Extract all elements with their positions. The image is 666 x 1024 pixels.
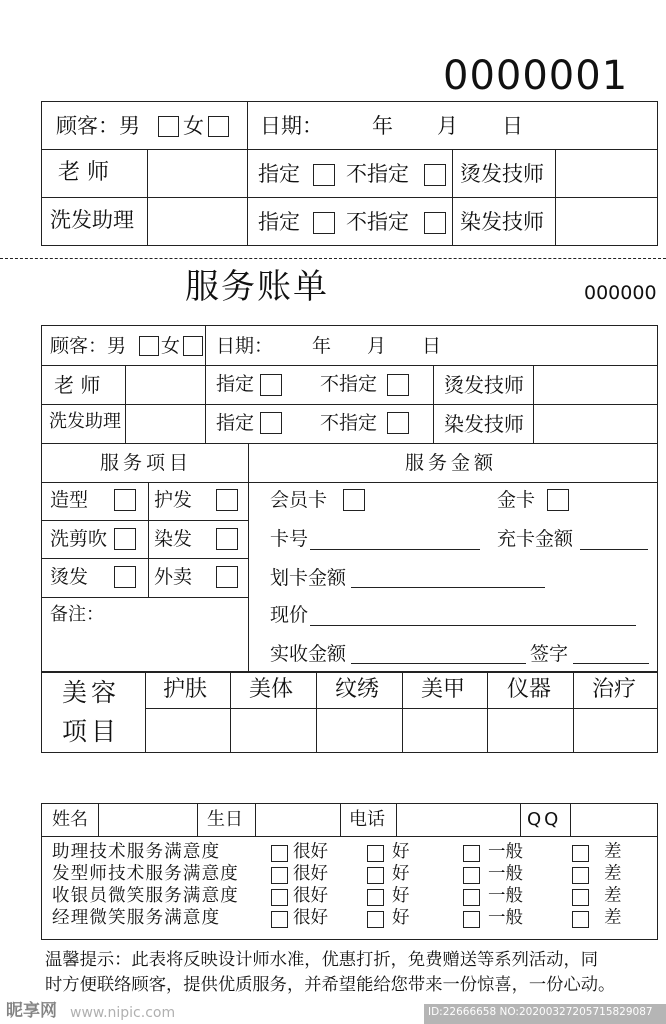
survey-option-label: 差 bbox=[604, 864, 622, 884]
signature-field[interactable] bbox=[573, 663, 649, 664]
top-year-label: 年 bbox=[372, 114, 393, 138]
service-perm-label: 烫发 bbox=[50, 566, 89, 588]
survey-option-checkbox[interactable] bbox=[572, 867, 589, 884]
service-dye-label: 染发 bbox=[154, 528, 193, 550]
card-number-label: 卡号 bbox=[270, 528, 309, 550]
survey-option-label: 很好 bbox=[293, 908, 328, 928]
top-male-checkbox[interactable] bbox=[158, 116, 179, 137]
mid-designated-label: 指定 bbox=[216, 373, 255, 395]
watermark-id: ID:22666658 NO:20200327205715829087 bbox=[428, 1006, 653, 1018]
mid-teacher-label: 老 师 bbox=[54, 373, 101, 397]
survey-option-label: 一般 bbox=[488, 886, 523, 906]
top-month-label: 月 bbox=[437, 114, 458, 138]
member-card-checkbox[interactable] bbox=[343, 489, 365, 511]
service-takeout-checkbox[interactable] bbox=[216, 566, 238, 588]
service-washcut-checkbox[interactable] bbox=[114, 528, 136, 550]
top-not-designated-checkbox[interactable] bbox=[424, 164, 446, 186]
tip-line-1: 温馨提示：此表将反映设计师水准，优惠打折，免费赠送等系列活动，同 bbox=[45, 950, 599, 970]
survey-option-label: 好 bbox=[392, 886, 410, 906]
top-not-designated-label-2: 不指定 bbox=[346, 210, 409, 234]
mid-not-designated-checkbox[interactable] bbox=[387, 374, 409, 396]
service-washcut-label: 洗剪吹 bbox=[50, 528, 108, 550]
received-field[interactable] bbox=[351, 663, 526, 664]
mid-month-label: 月 bbox=[367, 335, 387, 357]
service-takeout-label: 外卖 bbox=[154, 566, 193, 588]
watermark-url: www.nipic.com bbox=[70, 1005, 176, 1021]
mid-designated-checkbox-2[interactable] bbox=[260, 412, 282, 434]
survey-question-label: 助理技术服务满意度 bbox=[52, 842, 221, 862]
survey-question-label: 经理微笑服务满意度 bbox=[52, 908, 221, 928]
survey-option-label: 好 bbox=[392, 908, 410, 928]
survey-option-checkbox[interactable] bbox=[463, 845, 480, 862]
recharge-label: 充卡金额 bbox=[497, 528, 574, 550]
survey-option-label: 差 bbox=[604, 908, 622, 928]
survey-option-checkbox[interactable] bbox=[271, 845, 288, 862]
recharge-field[interactable] bbox=[580, 549, 648, 550]
survey-phone-label: 电话 bbox=[349, 809, 385, 830]
survey-option-checkbox[interactable] bbox=[271, 911, 288, 928]
beauty-item-instrument: 仪器 bbox=[507, 677, 552, 702]
top-dye-tech-label: 染发技师 bbox=[460, 210, 544, 234]
beauty-item-skincare: 护肤 bbox=[163, 677, 208, 702]
top-designated-label: 指定 bbox=[258, 162, 300, 186]
mid-perm-tech-label: 烫发技师 bbox=[444, 373, 524, 397]
top-teacher-label: 老 师 bbox=[58, 160, 109, 185]
watermark-strip bbox=[0, 1002, 666, 1024]
service-care-checkbox[interactable] bbox=[216, 489, 238, 511]
survey-option-label: 一般 bbox=[488, 864, 523, 884]
beauty-item-treatment: 治疗 bbox=[592, 677, 637, 702]
service-styling-label: 造型 bbox=[50, 489, 89, 511]
cash-field[interactable] bbox=[310, 625, 636, 626]
survey-option-label: 很好 bbox=[293, 886, 328, 906]
beauty-label-line1: 美容 bbox=[62, 678, 121, 707]
service-perm-checkbox[interactable] bbox=[114, 566, 136, 588]
serial-number-top: 0000001 bbox=[443, 53, 629, 99]
gold-card-checkbox[interactable] bbox=[547, 489, 569, 511]
top-not-designated-label: 不指定 bbox=[346, 162, 409, 186]
service-items-header: 服务项目 bbox=[100, 452, 193, 474]
signature-label: 签字 bbox=[530, 643, 569, 665]
survey-option-label: 很好 bbox=[293, 864, 328, 884]
survey-option-checkbox[interactable] bbox=[463, 867, 480, 884]
top-female-checkbox[interactable] bbox=[208, 116, 229, 137]
mid-year-label: 年 bbox=[312, 335, 332, 357]
tip-line-2: 时方便联络顾客，提供优质服务，并希望能给您带来一份惊喜，一份心动。 bbox=[45, 975, 616, 995]
survey-option-label: 好 bbox=[392, 864, 410, 884]
top-assistant-label: 洗发助理 bbox=[50, 208, 134, 232]
mid-not-designated-checkbox-2[interactable] bbox=[387, 412, 409, 434]
survey-qq-label: QQ bbox=[527, 809, 562, 830]
top-female-label: 女 bbox=[183, 114, 204, 138]
bill-title: 服务账单 bbox=[185, 267, 329, 307]
top-day-label: 日 bbox=[502, 114, 523, 138]
serial-number-mid: 000000 bbox=[584, 282, 657, 304]
mid-female-label: 女 bbox=[161, 335, 181, 357]
survey-option-label: 很好 bbox=[293, 842, 328, 862]
tear-line bbox=[0, 258, 666, 259]
mid-female-checkbox[interactable] bbox=[183, 336, 203, 356]
survey-option-checkbox[interactable] bbox=[463, 911, 480, 928]
survey-option-checkbox[interactable] bbox=[572, 845, 589, 862]
survey-option-label: 好 bbox=[392, 842, 410, 862]
survey-birthday-label: 生日 bbox=[207, 809, 243, 830]
top-designated-checkbox[interactable] bbox=[313, 164, 335, 186]
survey-question-label: 发型师技术服务满意度 bbox=[52, 864, 239, 884]
survey-name-label: 姓名 bbox=[52, 809, 88, 830]
received-label: 实收金额 bbox=[270, 643, 347, 665]
mid-designated-label-2: 指定 bbox=[216, 412, 255, 434]
mid-date-label: 日期： bbox=[216, 335, 274, 357]
service-care-label: 护发 bbox=[154, 489, 193, 511]
remark-label: 备注： bbox=[50, 604, 104, 625]
mid-customer-label: 顾客：男 bbox=[50, 335, 127, 357]
top-customer-label: 顾客：男 bbox=[56, 114, 140, 138]
top-designated-checkbox-2[interactable] bbox=[313, 212, 335, 234]
cash-label: 现价 bbox=[270, 604, 309, 626]
survey-option-checkbox[interactable] bbox=[367, 889, 384, 906]
survey-option-label: 差 bbox=[604, 842, 622, 862]
service-styling-checkbox[interactable] bbox=[114, 489, 136, 511]
mid-dye-tech-label: 染发技师 bbox=[444, 412, 524, 436]
survey-option-checkbox[interactable] bbox=[271, 889, 288, 906]
survey-option-label: 一般 bbox=[488, 908, 523, 928]
gold-card-label: 金卡 bbox=[497, 489, 536, 511]
beauty-item-body: 美体 bbox=[249, 677, 294, 702]
survey-option-checkbox[interactable] bbox=[367, 867, 384, 884]
survey-option-checkbox[interactable] bbox=[572, 911, 589, 928]
survey-option-checkbox[interactable] bbox=[271, 867, 288, 884]
beauty-item-nails: 美甲 bbox=[421, 677, 466, 702]
top-date-label: 日期： bbox=[260, 114, 323, 138]
beauty-item-tattoo: 纹绣 bbox=[335, 677, 380, 702]
service-amount-header: 服务金额 bbox=[405, 452, 498, 474]
member-card-label: 会员卡 bbox=[270, 489, 328, 511]
deduct-label: 划卡金额 bbox=[270, 567, 347, 589]
top-designated-label-2: 指定 bbox=[258, 210, 300, 234]
top-not-designated-checkbox-2[interactable] bbox=[424, 212, 446, 234]
mid-day-label: 日 bbox=[422, 335, 442, 357]
survey-option-checkbox[interactable] bbox=[463, 889, 480, 906]
survey-option-checkbox[interactable] bbox=[367, 845, 384, 862]
deduct-field[interactable] bbox=[351, 587, 545, 588]
watermark-logo: 昵享网 bbox=[6, 1001, 57, 1021]
survey-option-checkbox[interactable] bbox=[572, 889, 589, 906]
survey-option-checkbox[interactable] bbox=[367, 911, 384, 928]
mid-male-checkbox[interactable] bbox=[139, 336, 159, 356]
mid-assistant-label: 洗发助理 bbox=[49, 411, 121, 432]
card-number-field[interactable] bbox=[310, 549, 480, 550]
mid-not-designated-label-2: 不指定 bbox=[320, 412, 378, 434]
survey-question-label: 收银员微笑服务满意度 bbox=[52, 886, 239, 906]
beauty-label-line2: 项目 bbox=[62, 717, 121, 746]
survey-option-label: 一般 bbox=[488, 842, 523, 862]
service-dye-checkbox[interactable] bbox=[216, 528, 238, 550]
mid-not-designated-label: 不指定 bbox=[320, 373, 378, 395]
top-perm-tech-label: 烫发技师 bbox=[460, 162, 544, 186]
survey-option-label: 差 bbox=[604, 886, 622, 906]
mid-designated-checkbox[interactable] bbox=[260, 374, 282, 396]
